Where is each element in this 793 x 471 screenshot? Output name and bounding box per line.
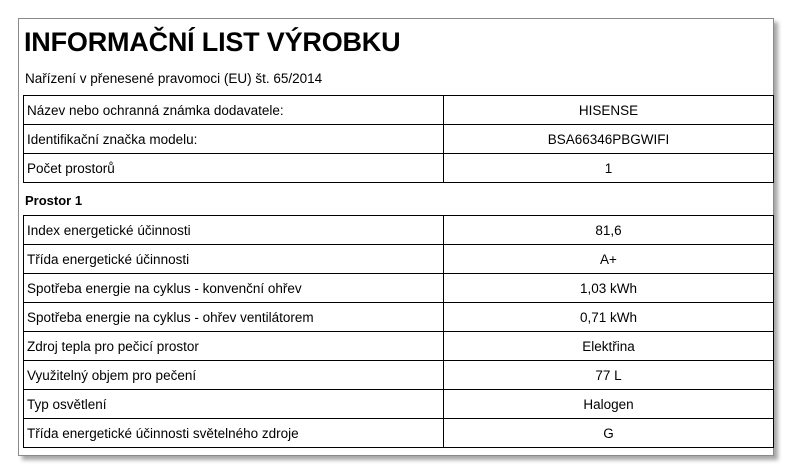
table-row xyxy=(24,332,774,361)
product-information-sheet xyxy=(18,18,774,456)
row-value: 77 L xyxy=(444,361,774,390)
row-value: Elektřina xyxy=(444,332,774,361)
row-label: Třída energetické účinnosti xyxy=(24,245,444,274)
row-value: HISENSE xyxy=(444,96,774,125)
table-row xyxy=(24,303,774,332)
row-label: Index energetické účinnosti xyxy=(24,216,444,245)
table-row xyxy=(24,96,774,125)
table-row xyxy=(24,216,774,245)
row-value: Halogen xyxy=(444,390,774,419)
table-row xyxy=(24,245,774,274)
table-row xyxy=(24,154,774,183)
row-value: 1 xyxy=(444,154,774,183)
row-label: Využitelný objem pro pečení xyxy=(24,361,444,390)
row-value: A+ xyxy=(444,245,774,274)
row-label: Spotřeba energie na cyklus - ohřev ventilátorem xyxy=(24,303,444,332)
row-value: 1,03 kWh xyxy=(444,274,774,303)
page-title: INFORMAČNÍ LIST VÝROBKU xyxy=(24,27,401,57)
row-value: G xyxy=(444,419,774,448)
compartment-info-table xyxy=(23,215,774,448)
row-value: 0,71 kWh xyxy=(444,303,774,332)
table-row xyxy=(24,361,774,390)
row-label: Typ osvětlení xyxy=(24,390,444,419)
section-heading: Prostor 1 xyxy=(25,193,83,208)
table-row xyxy=(24,419,774,448)
row-label: Zdroj tepla pro pečicí prostor xyxy=(24,332,444,361)
table-row xyxy=(24,125,774,154)
row-label: Název nebo ochranná známka dodavatele: xyxy=(24,96,444,125)
row-value: BSA66346PBGWIFI xyxy=(444,125,774,154)
row-label: Třída energetické účinnosti světelného zdroje xyxy=(24,419,444,448)
row-label: Počet prostorů xyxy=(24,154,444,183)
table-row xyxy=(24,274,774,303)
row-label: Identifikační značka modelu: xyxy=(24,125,444,154)
row-label: Spotřeba energie na cyklus - konvenční ohřev xyxy=(24,274,444,303)
table-row xyxy=(24,390,774,419)
regulation-subtitle: Nařízení v přenesené pravomoci (EU) št. 65/2014 xyxy=(25,71,323,86)
row-value: 81,6 xyxy=(444,216,774,245)
general-info-table xyxy=(23,95,774,183)
